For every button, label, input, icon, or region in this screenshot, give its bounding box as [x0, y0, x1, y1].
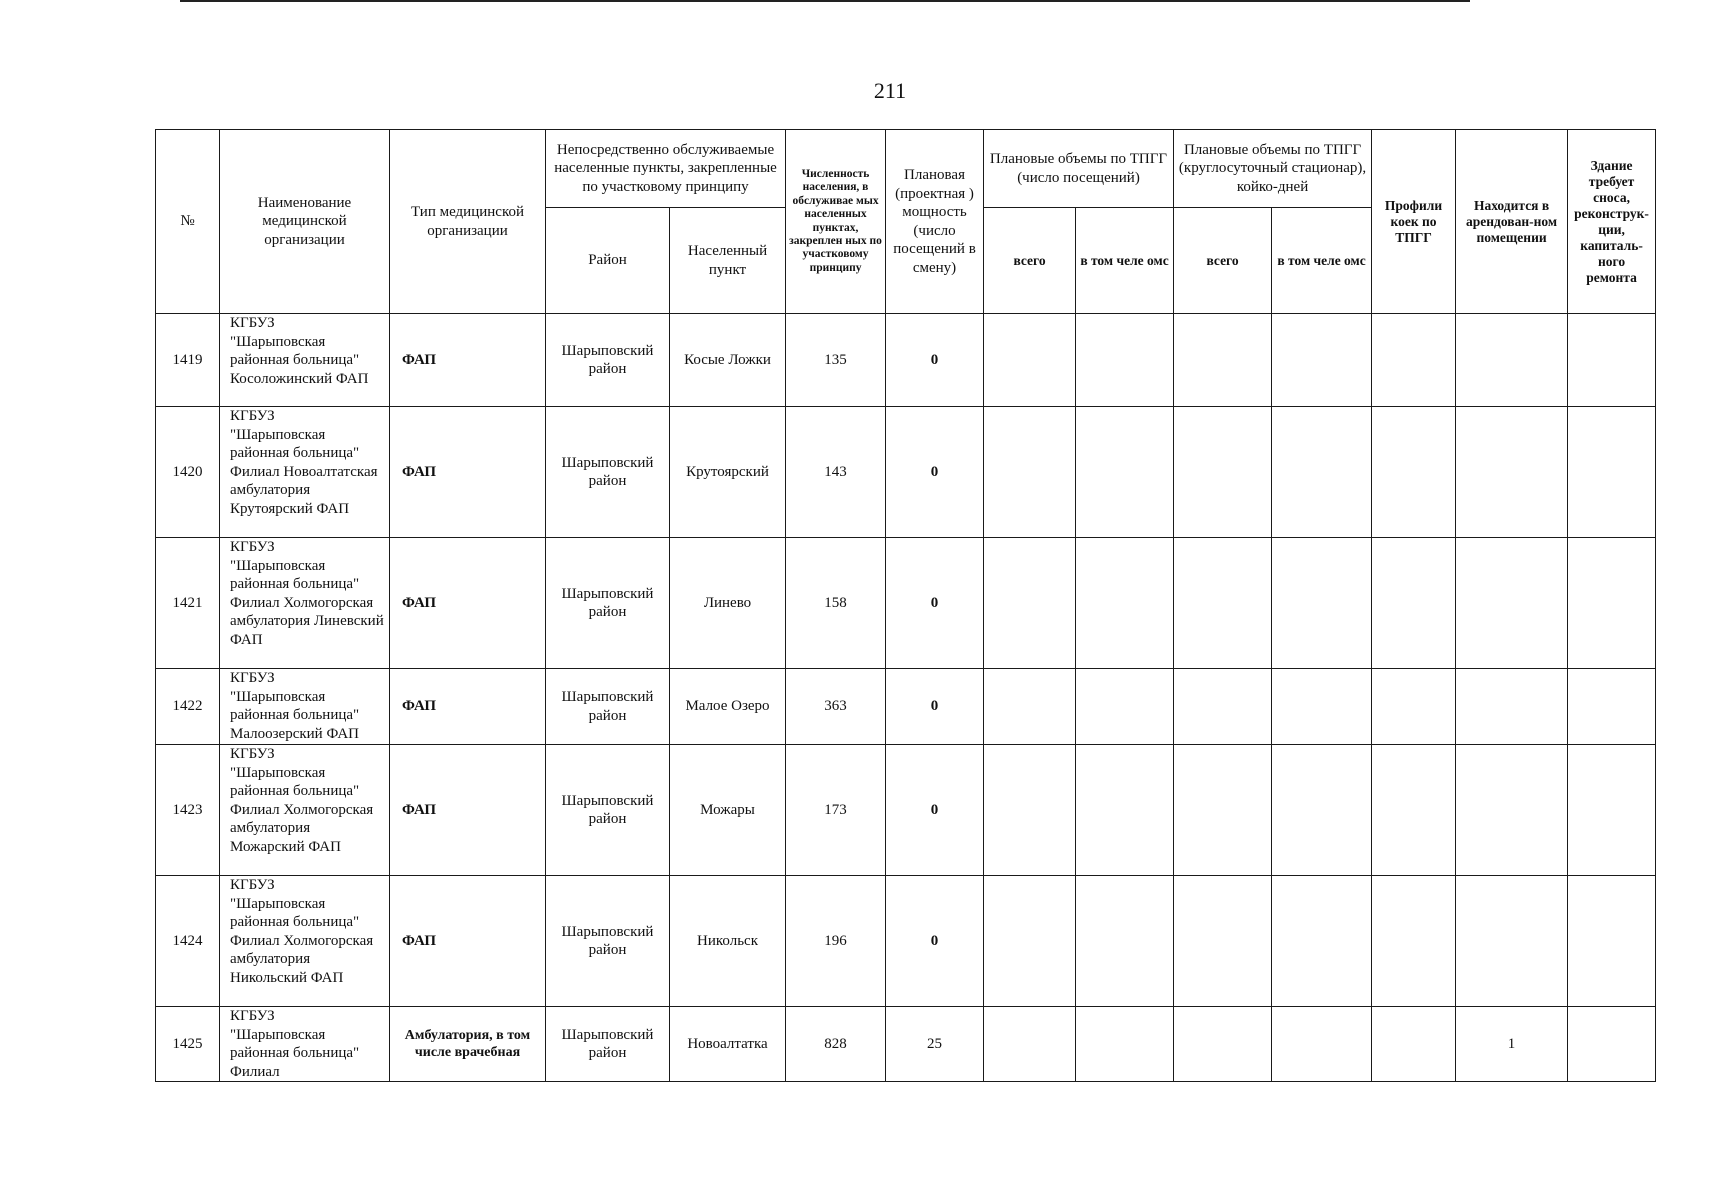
- facilities-table: [155, 129, 1656, 1082]
- cell-district: Шарыповский район: [546, 407, 670, 538]
- cell-demolition: [1568, 407, 1656, 538]
- cell-num: 1421: [156, 538, 220, 669]
- cell-type: ФАП: [390, 745, 546, 876]
- table-row: [156, 876, 1656, 1007]
- cell-bed-profiles: [1372, 669, 1456, 745]
- table-header: [156, 130, 1656, 314]
- cell-org: [220, 314, 390, 407]
- cell-beds-oms: [1272, 876, 1372, 1007]
- cell-visits-total: [984, 876, 1076, 1007]
- cell-org: [220, 538, 390, 669]
- cell-visits-oms: [1076, 538, 1174, 669]
- cell-bed-profiles: [1372, 407, 1456, 538]
- cell-beds-total: [1174, 538, 1272, 669]
- cell-population: 196: [786, 876, 886, 1007]
- cell-beds-total: [1174, 1007, 1272, 1082]
- cell-num: 1420: [156, 407, 220, 538]
- cell-visits-oms: [1076, 407, 1174, 538]
- cell-visits-total: [984, 314, 1076, 407]
- cell-beds-total: [1174, 314, 1272, 407]
- cell-capacity: 0: [886, 876, 984, 1007]
- cell-type: ФАП: [390, 669, 546, 745]
- cell-org: [220, 407, 390, 538]
- cell-population: 363: [786, 669, 886, 745]
- cell-capacity: 0: [886, 538, 984, 669]
- cell-bed-profiles: [1372, 538, 1456, 669]
- header-settlements-group: Непосредственно обслуживаемые населенные пункты, закрепленные по участковому принципу: [546, 130, 786, 208]
- cell-beds-total: [1174, 745, 1272, 876]
- cell-demolition: [1568, 314, 1656, 407]
- cell-visits-total: [984, 538, 1076, 669]
- cell-rented: [1456, 538, 1568, 669]
- header-bed-profiles: Профили коек по ТПГГ: [1372, 130, 1456, 314]
- cell-demolition: [1568, 876, 1656, 1007]
- cell-type: Амбулатория, в том числе врачебная: [390, 1007, 546, 1082]
- cell-capacity: 0: [886, 314, 984, 407]
- cell-num: 1424: [156, 876, 220, 1007]
- header-visits-group: Плановые объемы по ТПГГ (число посещений): [984, 130, 1174, 208]
- cell-population: 173: [786, 745, 886, 876]
- org-name: КГБУЗ "Шарыповская районная больница" Косоложинский ФАП: [230, 315, 369, 387]
- cell-type: ФАП: [390, 407, 546, 538]
- cell-type: ФАП: [390, 314, 546, 407]
- header-rented: Находится в арендован-ном помещении: [1456, 130, 1568, 314]
- cell-visits-total: [984, 669, 1076, 745]
- org-name: КГБУЗ "Шарыповская районная больница" Малоозерский ФАП: [230, 670, 360, 742]
- header-beds-group: Плановые объемы по ТПГГ (круглосуточный стационар), койко-дней: [1174, 130, 1372, 208]
- cell-district: Шарыповский район: [546, 745, 670, 876]
- cell-capacity: 0: [886, 745, 984, 876]
- table-row: [156, 1007, 1656, 1082]
- table-row: [156, 745, 1656, 876]
- cell-beds-oms: [1272, 407, 1372, 538]
- cell-beds-oms: [1272, 314, 1372, 407]
- cell-beds-total: [1174, 876, 1272, 1007]
- cell-settlement: Косые Ложки: [670, 314, 786, 407]
- header-num: №: [156, 130, 220, 314]
- cell-beds-oms: [1272, 745, 1372, 876]
- cell-beds-oms: [1272, 538, 1372, 669]
- header-name: Наименование медицинской организации: [220, 130, 390, 314]
- header-population: Численность населения, в обслуживае мых населенных пунктах, закреплен ных по участковому принципу: [786, 130, 886, 314]
- cell-num: 1419: [156, 314, 220, 407]
- cell-bed-profiles: [1372, 876, 1456, 1007]
- cell-settlement: Малое Озеро: [670, 669, 786, 745]
- cell-rented: 1: [1456, 1007, 1568, 1082]
- cell-org: [220, 745, 390, 876]
- cell-bed-profiles: [1372, 1007, 1456, 1082]
- table-body: [156, 314, 1656, 1082]
- cell-rented: [1456, 314, 1568, 407]
- org-name: КГБУЗ "Шарыповская районная больница" Филиал: [230, 1008, 360, 1080]
- cell-settlement: Новоалтатка: [670, 1007, 786, 1082]
- cell-org: [220, 669, 390, 745]
- cell-settlement: Никольск: [670, 876, 786, 1007]
- cell-visits-oms: [1076, 745, 1174, 876]
- cell-beds-total: [1174, 407, 1272, 538]
- cell-demolition: [1568, 745, 1656, 876]
- cell-settlement: Крутоярский: [670, 407, 786, 538]
- table-row: [156, 538, 1656, 669]
- org-name: КГБУЗ "Шарыповская районная больница" Филиал Холмогорская амбулатория Можарский ФАП: [230, 746, 374, 855]
- cell-beds-total: [1174, 669, 1272, 745]
- header-type: Тип медицинской организации: [390, 130, 546, 314]
- cell-rented: [1456, 407, 1568, 538]
- cell-visits-total: [984, 745, 1076, 876]
- header-district: Район: [546, 208, 670, 314]
- top-rule: [180, 0, 1470, 2]
- cell-visits-total: [984, 1007, 1076, 1082]
- cell-district: Шарыповский район: [546, 314, 670, 407]
- cell-type: ФАП: [390, 876, 546, 1007]
- cell-population: 143: [786, 407, 886, 538]
- cell-demolition: [1568, 669, 1656, 745]
- table-row: [156, 314, 1656, 407]
- header-demolition: Здание требует сноса, реконструк-ции, капиталь-ного ремонта: [1568, 130, 1656, 314]
- cell-bed-profiles: [1372, 314, 1456, 407]
- cell-settlement: Линево: [670, 538, 786, 669]
- cell-visits-oms: [1076, 314, 1174, 407]
- cell-district: Шарыповский район: [546, 876, 670, 1007]
- cell-type: ФАП: [390, 538, 546, 669]
- cell-num: 1422: [156, 669, 220, 745]
- cell-rented: [1456, 745, 1568, 876]
- cell-num: 1425: [156, 1007, 220, 1082]
- cell-org: [220, 876, 390, 1007]
- cell-visits-oms: [1076, 876, 1174, 1007]
- cell-visits-total: [984, 407, 1076, 538]
- cell-district: Шарыповский район: [546, 669, 670, 745]
- cell-beds-oms: [1272, 1007, 1372, 1082]
- cell-settlement: Можары: [670, 745, 786, 876]
- cell-org: [220, 1007, 390, 1082]
- cell-rented: [1456, 876, 1568, 1007]
- header-settlement: Населенный пункт: [670, 208, 786, 314]
- page-number: 211: [873, 78, 907, 103]
- cell-district: Шарыповский район: [546, 538, 670, 669]
- cell-population: 158: [786, 538, 886, 669]
- cell-visits-oms: [1076, 1007, 1174, 1082]
- table-row: [156, 669, 1656, 745]
- header-beds-total: всего: [1174, 208, 1272, 314]
- header-beds-oms: в том челе омс: [1272, 208, 1372, 314]
- cell-district: Шарыповский район: [546, 1007, 670, 1082]
- header-visits-total: всего: [984, 208, 1076, 314]
- cell-capacity: 25: [886, 1007, 984, 1082]
- cell-beds-oms: [1272, 669, 1372, 745]
- cell-bed-profiles: [1372, 745, 1456, 876]
- cell-population: 828: [786, 1007, 886, 1082]
- cell-demolition: [1568, 1007, 1656, 1082]
- cell-capacity: 0: [886, 407, 984, 538]
- cell-visits-oms: [1076, 669, 1174, 745]
- org-name: КГБУЗ "Шарыповская районная больница" Филиал Холмогорская амбулатория Линевский ФАП: [230, 539, 384, 648]
- cell-demolition: [1568, 538, 1656, 669]
- cell-num: 1423: [156, 745, 220, 876]
- header-visits-oms: в том челе омс: [1076, 208, 1174, 314]
- table-row: [156, 407, 1656, 538]
- header-capacity: Плановая (проектная ) мощность (число посещений в смену): [886, 130, 984, 314]
- cell-capacity: 0: [886, 669, 984, 745]
- org-name: КГБУЗ "Шарыповская районная больница" Филиал Новоалтатская амбулатория Крутоярский ФАП: [230, 408, 378, 517]
- cell-rented: [1456, 669, 1568, 745]
- cell-population: 135: [786, 314, 886, 407]
- org-name: КГБУЗ "Шарыповская районная больница" Филиал Холмогорская амбулатория Никольский ФАП: [230, 877, 374, 986]
